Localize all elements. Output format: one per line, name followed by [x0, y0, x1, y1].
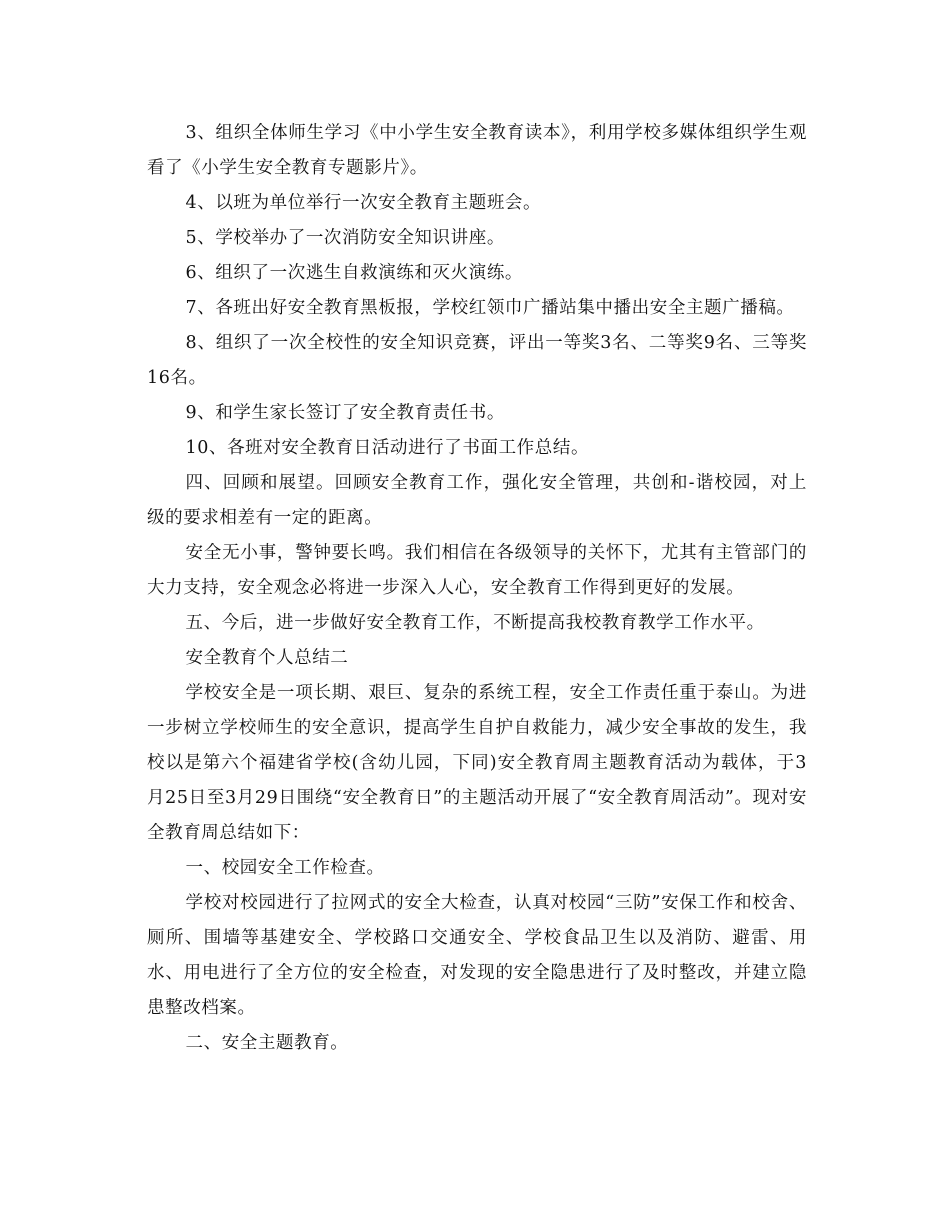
paragraph: 四、回顾和展望。回顾安全教育工作，强化安全管理，共创和-谐校园，对上级的要求相差有一定的距离。 [147, 473, 807, 528]
paragraph: 7、各班出好安全教育黑板报，学校红领巾广播站集中播出安全主题广播稿。 [185, 298, 795, 318]
paragraph: 9、和学生家长签订了安全教育责任书。 [185, 403, 505, 423]
document-body [147, 116, 807, 1061]
paragraph: 安全无小事，警钟要长鸣。我们相信在各级领导的关怀下，尤其有主管部门的大力支持，安全观念必将进一步深入人心，安全教育工作得到更好的发展。 [147, 543, 807, 598]
paragraph: 6、组织了一次逃生自救演练和灭火演练。 [185, 263, 524, 283]
paragraph: 二、安全主题教育。 [185, 1033, 349, 1053]
paragraph: 3、组织全体师生学习《中小学生安全教育读本》，利用学校多媒体组织学生观看了《小学生安全教育专题影片》。 [147, 123, 807, 178]
paragraph: 10、各班对安全教育日活动进行了书面工作总结。 [185, 438, 590, 458]
paragraph: 4、以班为单位举行一次安全教育主题班会。 [185, 193, 542, 213]
paragraph: 5、学校举办了一次消防安全知识讲座。 [185, 228, 505, 248]
paragraph: 8、组织了一次全校性的安全知识竞赛，评出一等奖3名、二等奖9名、三等奖16名。 [147, 333, 807, 388]
paragraph: 学校安全是一项长期、艰巨、复杂的系统工程，安全工作责任重于泰山。为进一步树立学校师生的安全意识，提高学生自护自救能力，减少安全事故的发生，我校以是第六个福建省学校(含幼儿园，下同)安全教育周主题教育活动为载体，于3月25日至3月29日围绕“安全教育日”的主题活动开展了“安全教育周活动”。现对安全教育周总结如下： [147, 683, 807, 843]
section-heading: 安全教育个人总结二 [185, 648, 349, 668]
paragraph: 学校对校园进行了拉网式的安全大检查，认真对校园“三防”安保工作和校舍、厕所、围墙等基建安全、学校路口交通安全、学校食品卫生以及消防、避雷、用水、用电进行了全方位的安全检查，对发现的安全隐患进行了及时整改，并建立隐患整改档案。 [147, 893, 807, 1018]
paragraph: 五、今后，进一步做好安全教育工作，不断提高我校教育教学工作水平。 [185, 613, 765, 633]
paragraph: 一、校园安全工作检查。 [185, 858, 385, 878]
